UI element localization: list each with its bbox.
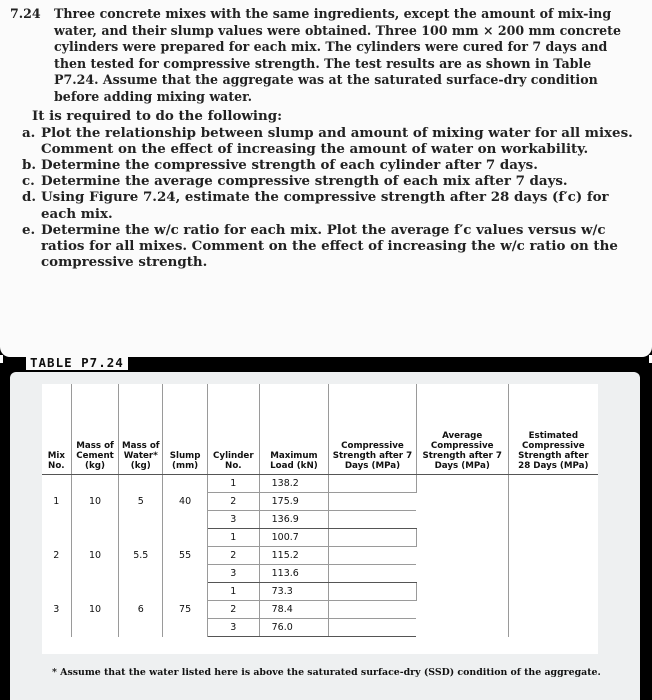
max-load: 136.9 (259, 511, 329, 529)
max-load: 100.7 (259, 529, 329, 547)
problem-block (10, 6, 638, 270)
slump: 55 (163, 529, 208, 583)
table-footnote: * Assume that the water listed here is above the saturated surface-dry (SSD) condition of the aggregate. (52, 667, 601, 678)
strength-7d-cell (329, 475, 417, 493)
task-text: Using Figure 7.24, estimate the compressive strength after 28 days (f′c) for each mix. (41, 189, 609, 222)
header-strength-7d: Compressive Strength after 7 Days (MPa) (329, 384, 417, 475)
header-max-load: Maximum Load (kN) (259, 384, 329, 475)
table-row (42, 583, 598, 601)
task-c (22, 173, 638, 189)
task-e (22, 222, 638, 271)
max-load: 78.4 (259, 601, 329, 619)
strength-7d-cell (329, 493, 417, 511)
header-cement: Mass of Cement (kg) (71, 384, 119, 475)
mix-no: 1 (42, 475, 71, 529)
task-label: e. (22, 221, 36, 238)
header-mix-no: Mix No. (42, 384, 71, 475)
strength-7d-cell (329, 529, 417, 547)
edge-mark-left (0, 355, 3, 363)
cylinder-no: 1 (208, 529, 260, 547)
strength-28d-cell (508, 583, 598, 637)
mix-no: 2 (42, 529, 71, 583)
task-label: a. (22, 124, 36, 141)
slump: 75 (163, 583, 208, 637)
avg-strength-cell (416, 583, 508, 637)
strength-7d-cell (329, 565, 417, 583)
header-water: Mass of Water* (kg) (119, 384, 163, 475)
task-label: d. (22, 189, 37, 206)
header-strength-28d: Estimated Compressive Strength after 28 Days (MPa) (508, 384, 598, 475)
water-mass: 6 (119, 583, 163, 637)
strength-28d-cell (508, 529, 598, 583)
max-load: 113.6 (259, 565, 329, 583)
cylinder-no: 3 (208, 619, 260, 637)
cylinder-no: 1 (208, 475, 260, 493)
problem-number: 7.24 (10, 6, 41, 21)
cylinder-no: 2 (208, 493, 260, 511)
data-table-container (42, 384, 598, 654)
header-slump: Slump (mm) (163, 384, 208, 475)
cylinder-no: 2 (208, 547, 260, 565)
max-load: 73.3 (259, 583, 329, 601)
max-load: 76.0 (259, 619, 329, 637)
max-load: 115.2 (259, 547, 329, 565)
required-intro: It is required to do the following: (32, 107, 283, 124)
table-row (42, 475, 598, 493)
max-load: 175.9 (259, 493, 329, 511)
table-caption: TABLE P7.24 (26, 355, 128, 370)
cylinder-no: 3 (208, 565, 260, 583)
cement-mass: 10 (71, 529, 119, 583)
avg-strength-cell (416, 529, 508, 583)
problem-statement: Three concrete mixes with the same ingredients, except the amount of mix-ing water, and their slump values were obtained. Three 100 mm × 200 mm concrete cylinders were prepared for each mix. The cylinders were cured for 7 days and then tested for compressive strength. The test results are as shown in Table P7.24. Assume that the aggregate was at the saturated surface-dry condition before adding mixing water. (54, 6, 621, 104)
strength-7d-cell (329, 583, 417, 601)
cement-mass: 10 (71, 475, 119, 529)
task-text: Plot the relationship between slump and amount of mixing water for all mixes. Comment on the effect of increasing the amount of water on workability. (41, 124, 633, 157)
cylinder-no: 2 (208, 601, 260, 619)
strength-28d-cell (508, 475, 598, 529)
task-d (22, 189, 638, 221)
strength-7d-cell (329, 547, 417, 565)
task-label: c. (22, 173, 35, 190)
task-text: Determine the average compressive strength of each mix after 7 days. (41, 173, 568, 190)
strength-7d-cell (329, 511, 417, 529)
max-load: 138.2 (259, 475, 329, 493)
slump: 40 (163, 475, 208, 529)
task-b (22, 157, 638, 173)
table-row (42, 529, 598, 547)
header-cylinder: Cylinder No. (208, 384, 260, 475)
avg-strength-cell (416, 475, 508, 529)
task-a (22, 125, 638, 157)
cement-mass: 10 (71, 583, 119, 637)
data-table (42, 384, 598, 637)
strength-7d-cell (329, 601, 417, 619)
water-mass: 5 (119, 475, 163, 529)
header-avg-strength-7d: Average Compressive Strength after 7 Days (MPa) (416, 384, 508, 475)
water-mass: 5.5 (119, 529, 163, 583)
task-text: Determine the w/c ratio for each mix. Plot the average f′c values versus w/c ratios for all mixes. Comment on the effect of increasing the w/c ratio on the compressive strength. (41, 221, 618, 271)
mix-no: 3 (42, 583, 71, 637)
task-label: b. (22, 156, 37, 173)
task-text: Determine the compressive strength of each cylinder after 7 days. (41, 156, 538, 173)
cylinder-no: 1 (208, 583, 260, 601)
strength-7d-cell (329, 619, 417, 637)
table-header-row (42, 384, 598, 475)
cylinder-no: 3 (208, 511, 260, 529)
